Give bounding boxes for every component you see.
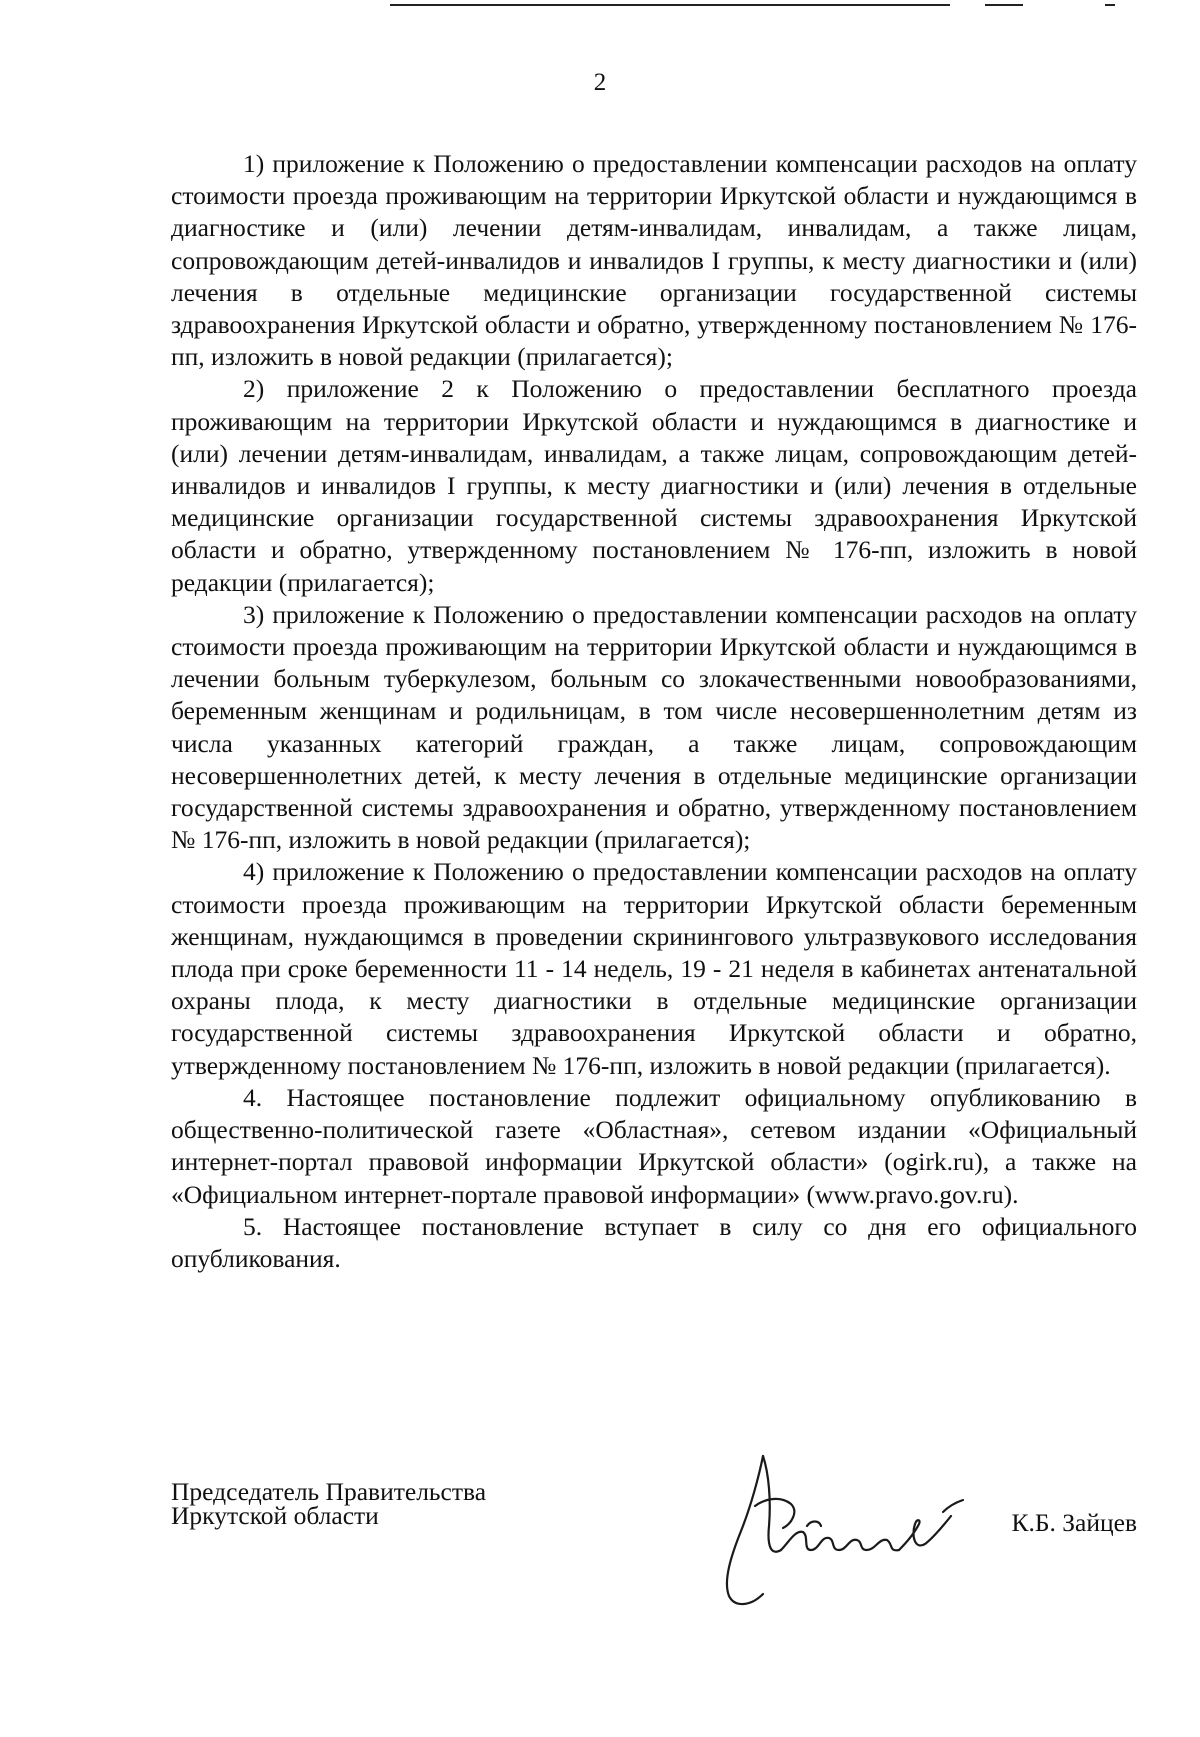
paragraph-item-2: 2) приложение 2 к Положению о предоставлении бесплатного проезда проживающим на территории Иркутской области и нуждающимся в диагностике и (или) лечении детям-инвалидам, инвалидам, а также лицам, сопровождающим детей-инвалидов и инвалидов I группы, к месту диагностики и (или) лечения в отдельные медицинские организации государственной системы здравоохранения Иркутской области и обратно, утвержденному постановлением № 176-пп, изложить в новой редакции (прилагается); — [171, 374, 1137, 597]
signatory-title-line-1: Председатель Правительства — [171, 1477, 487, 1506]
paragraph-item-4: 4) приложение к Положению о предоставлении компенсации расходов на оплату стоимости проезда проживающим на территории Иркутской области беременным женщинам, нуждающимся в проведении скринингового ультразвукового исследования плода при сроке беременности 11 - 14 недель, 19 - 21 неделя в кабинетах антенатальной охраны плода, к месту диагностики в отдельные медицинские организации государственной системы здравоохранения Иркутской области и обратно, утвержденному постановлением № 176-пп, изложить в новой редакции (прилагается). — [171, 857, 1137, 1080]
paragraph-effective-date: 5. Настоящее постановление вступает в силу со дня его официального опубликования. — [171, 1211, 1137, 1273]
page-number: 2 — [593, 69, 607, 96]
document-body — [171, 148, 1137, 1275]
signature-block — [171, 1477, 1137, 1650]
top-rule-left — [390, 4, 950, 6]
top-rule-right — [1105, 4, 1115, 6]
paragraph-item-3: 3) приложение к Положению о предоставлении компенсации расходов на оплату стоимости проезда проживающим на территории Иркутской области и нуждающимся в лечении больным туберкулезом, больным со злокачественными новообразованиями, беременным женщинам и родильницам, в том числе несовершеннолетним детям из числа указанных категорий граждан, а также лицам, сопровождающим несовершеннолетних детей, к месту лечения в отдельные медицинские организации государственной системы здравоохранения и обратно, утвержденному постановлением № 176-пп, изложить в новой редакции (прилагается); — [171, 599, 1137, 855]
signatory-title — [171, 1477, 487, 1530]
handwritten-signature — [711, 1446, 971, 1616]
paragraph-item-1: 1) приложение к Положению о предоставлении компенсации расходов на оплату стоимости проезда проживающим на территории Иркутской области и нуждающимся в диагностике и (или) лечении детям-инвалидам, инвалидам, а также лицам, сопровождающим детей-инвалидов и инвалидов I группы, к месту диагностики и (или) лечения в отдельные медицинские организации государственной системы здравоохранения Иркутской области и обратно, утвержденному постановлением № 176-пп, изложить в новой редакции (прилагается); — [171, 149, 1137, 372]
paragraph-publication: 4. Настоящее постановление подлежит официальному опубликованию в общественно-политической газете «Областная», сетевом издании «Официальный интернет-портал правовой информации Иркутской области» (ogirk.ru), а также на «Официальном интернет-портале правовой информации» (www.pravo.gov.ru). — [171, 1082, 1137, 1209]
top-rule-middle — [985, 4, 1023, 6]
signatory-name: К.Б. Зайцев — [1011, 1508, 1137, 1537]
signatory-title-line-2: Иркутской области — [171, 1501, 379, 1530]
